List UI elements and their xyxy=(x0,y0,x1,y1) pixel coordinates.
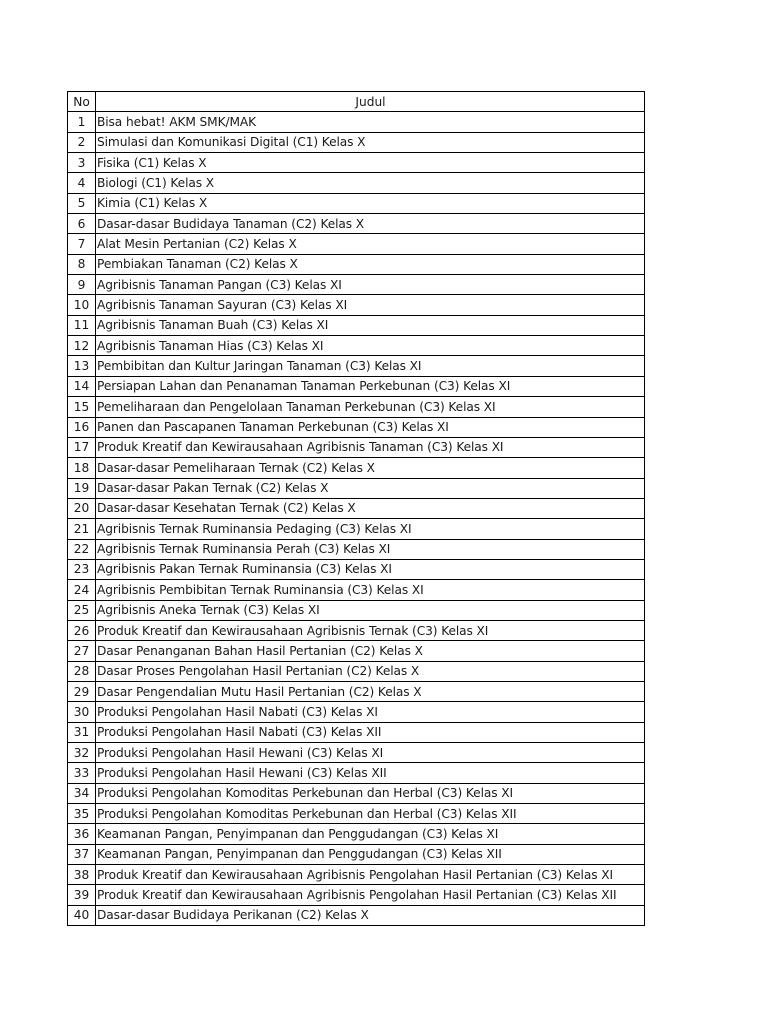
table-row xyxy=(68,702,645,722)
table-header xyxy=(68,92,645,112)
row-number-cell: 35 xyxy=(68,804,96,824)
header-row xyxy=(68,92,645,112)
row-number-cell: 27 xyxy=(68,641,96,661)
book-title-cell: Dasar Penanganan Bahan Hasil Pertanian (C2) Kelas X xyxy=(96,641,645,661)
book-title-cell: Alat Mesin Pertanian (C2) Kelas X xyxy=(96,234,645,254)
book-title-cell: Dasar Pengendalian Mutu Hasil Pertanian (C2) Kelas X xyxy=(96,681,645,701)
row-number-cell: 3 xyxy=(68,153,96,173)
book-title-cell: Agribisnis Tanaman Buah (C3) Kelas XI xyxy=(96,315,645,335)
row-number-cell: 25 xyxy=(68,600,96,620)
book-title-cell: Pembibitan dan Kultur Jaringan Tanaman (C3) Kelas XI xyxy=(96,356,645,376)
book-title-cell: Agribisnis Tanaman Sayuran (C3) Kelas XI xyxy=(96,295,645,315)
book-title-cell: Bisa hebat! AKM SMK/MAK xyxy=(96,112,645,132)
table-row xyxy=(68,865,645,885)
table-row xyxy=(68,885,645,905)
table-row xyxy=(68,254,645,274)
table-row xyxy=(68,315,645,335)
row-number-cell: 2 xyxy=(68,132,96,152)
book-title-cell: Agribisnis Pembibitan Ternak Ruminansia (C3) Kelas XI xyxy=(96,580,645,600)
row-number-cell: 7 xyxy=(68,234,96,254)
row-number-cell: 14 xyxy=(68,376,96,396)
table-row xyxy=(68,620,645,640)
row-number-cell: 33 xyxy=(68,763,96,783)
row-number-cell: 22 xyxy=(68,539,96,559)
table-row xyxy=(68,559,645,579)
row-number-cell: 17 xyxy=(68,437,96,457)
book-title-cell: Agribisnis Ternak Ruminansia Perah (C3) Kelas XI xyxy=(96,539,645,559)
table-row xyxy=(68,376,645,396)
book-title-cell: Produksi Pengolahan Komoditas Perkebunan dan Herbal (C3) Kelas XI xyxy=(96,783,645,803)
row-number-cell: 40 xyxy=(68,905,96,925)
row-number-cell: 36 xyxy=(68,824,96,844)
table-row xyxy=(68,600,645,620)
row-number-cell: 28 xyxy=(68,661,96,681)
table-row xyxy=(68,804,645,824)
book-title-cell: Kimia (C1) Kelas X xyxy=(96,193,645,213)
row-number-cell: 4 xyxy=(68,173,96,193)
book-title-cell: Agribisnis Tanaman Pangan (C3) Kelas XI xyxy=(96,275,645,295)
row-number-cell: 34 xyxy=(68,783,96,803)
book-title-cell: Produksi Pengolahan Komoditas Perkebunan dan Herbal (C3) Kelas XII xyxy=(96,804,645,824)
column-header-no: No xyxy=(68,92,96,112)
row-number-cell: 32 xyxy=(68,743,96,763)
book-title-cell: Agribisnis Ternak Ruminansia Pedaging (C3) Kelas XI xyxy=(96,519,645,539)
table-row xyxy=(68,173,645,193)
table-row xyxy=(68,275,645,295)
table-row xyxy=(68,356,645,376)
table-row xyxy=(68,478,645,498)
row-number-cell: 20 xyxy=(68,498,96,518)
table-row xyxy=(68,743,645,763)
book-title-cell: Pemeliharaan dan Pengelolaan Tanaman Perkebunan (C3) Kelas XI xyxy=(96,397,645,417)
row-number-cell: 19 xyxy=(68,478,96,498)
book-title-cell: Produksi Pengolahan Hasil Nabati (C3) Kelas XI xyxy=(96,702,645,722)
row-number-cell: 24 xyxy=(68,580,96,600)
book-title-cell: Dasar-dasar Pakan Ternak (C2) Kelas X xyxy=(96,478,645,498)
table-row xyxy=(68,905,645,925)
row-number-cell: 31 xyxy=(68,722,96,742)
row-number-cell: 5 xyxy=(68,193,96,213)
book-title-cell: Dasar-dasar Kesehatan Ternak (C2) Kelas X xyxy=(96,498,645,518)
row-number-cell: 18 xyxy=(68,458,96,478)
book-title-cell: Dasar Proses Pengolahan Hasil Pertanian (C2) Kelas X xyxy=(96,661,645,681)
table-row xyxy=(68,214,645,234)
book-title-cell: Produksi Pengolahan Hasil Hewani (C3) Kelas XII xyxy=(96,763,645,783)
table-row xyxy=(68,519,645,539)
table-row xyxy=(68,681,645,701)
table-row xyxy=(68,661,645,681)
table-row xyxy=(68,112,645,132)
book-title-cell: Produksi Pengolahan Hasil Hewani (C3) Kelas XI xyxy=(96,743,645,763)
book-title-cell: Produk Kreatif dan Kewirausahaan Agribisnis Tanaman (C3) Kelas XI xyxy=(96,437,645,457)
book-title-cell: Fisika (C1) Kelas X xyxy=(96,153,645,173)
book-title-cell: Simulasi dan Komunikasi Digital (C1) Kelas X xyxy=(96,132,645,152)
book-title-cell: Dasar-dasar Budidaya Tanaman (C2) Kelas X xyxy=(96,214,645,234)
row-number-cell: 26 xyxy=(68,620,96,640)
row-number-cell: 39 xyxy=(68,885,96,905)
row-number-cell: 12 xyxy=(68,336,96,356)
row-number-cell: 38 xyxy=(68,865,96,885)
row-number-cell: 10 xyxy=(68,295,96,315)
row-number-cell: 37 xyxy=(68,844,96,864)
book-title-cell: Produk Kreatif dan Kewirausahaan Agribisnis Pengolahan Hasil Pertanian (C3) Kelas XII xyxy=(96,885,645,905)
table-row xyxy=(68,580,645,600)
book-title-cell: Biologi (C1) Kelas X xyxy=(96,173,645,193)
book-title-cell: Pembiakan Tanaman (C2) Kelas X xyxy=(96,254,645,274)
table-row xyxy=(68,234,645,254)
row-number-cell: 6 xyxy=(68,214,96,234)
row-number-cell: 8 xyxy=(68,254,96,274)
book-title-cell: Keamanan Pangan, Penyimpanan dan Penggudangan (C3) Kelas XI xyxy=(96,824,645,844)
table-row xyxy=(68,783,645,803)
row-number-cell: 23 xyxy=(68,559,96,579)
table-row xyxy=(68,132,645,152)
book-title-cell: Dasar-dasar Pemeliharaan Ternak (C2) Kelas X xyxy=(96,458,645,478)
table-row xyxy=(68,824,645,844)
table-row xyxy=(68,193,645,213)
row-number-cell: 16 xyxy=(68,417,96,437)
table-row xyxy=(68,397,645,417)
table-row xyxy=(68,417,645,437)
row-number-cell: 13 xyxy=(68,356,96,376)
row-number-cell: 30 xyxy=(68,702,96,722)
table-row xyxy=(68,763,645,783)
book-title-cell: Produk Kreatif dan Kewirausahaan Agribisnis Ternak (C3) Kelas XI xyxy=(96,620,645,640)
book-title-cell: Agribisnis Tanaman Hias (C3) Kelas XI xyxy=(96,336,645,356)
table-body xyxy=(68,112,645,926)
row-number-cell: 21 xyxy=(68,519,96,539)
table-row xyxy=(68,539,645,559)
book-title-cell: Keamanan Pangan, Penyimpanan dan Penggudangan (C3) Kelas XII xyxy=(96,844,645,864)
table-row xyxy=(68,498,645,518)
table-row xyxy=(68,336,645,356)
book-title-cell: Produksi Pengolahan Hasil Nabati (C3) Kelas XII xyxy=(96,722,645,742)
row-number-cell: 9 xyxy=(68,275,96,295)
table-row xyxy=(68,458,645,478)
book-title-cell: Dasar-dasar Budidaya Perikanan (C2) Kelas X xyxy=(96,905,645,925)
book-title-cell: Persiapan Lahan dan Penanaman Tanaman Perkebunan (C3) Kelas XI xyxy=(96,376,645,396)
row-number-cell: 29 xyxy=(68,681,96,701)
table-row xyxy=(68,437,645,457)
table-row xyxy=(68,722,645,742)
table-row xyxy=(68,295,645,315)
book-title-cell: Panen dan Pascapanen Tanaman Perkebunan (C3) Kelas XI xyxy=(96,417,645,437)
table-row xyxy=(68,844,645,864)
row-number-cell: 11 xyxy=(68,315,96,335)
book-title-cell: Agribisnis Pakan Ternak Ruminansia (C3) Kelas XI xyxy=(96,559,645,579)
book-list-table xyxy=(67,91,645,926)
book-title-cell: Agribisnis Aneka Ternak (C3) Kelas XI xyxy=(96,600,645,620)
book-title-cell: Produk Kreatif dan Kewirausahaan Agribisnis Pengolahan Hasil Pertanian (C3) Kelas XI xyxy=(96,865,645,885)
row-number-cell: 15 xyxy=(68,397,96,417)
table-row xyxy=(68,641,645,661)
row-number-cell: 1 xyxy=(68,112,96,132)
column-header-title: Judul xyxy=(96,92,645,112)
table-row xyxy=(68,153,645,173)
